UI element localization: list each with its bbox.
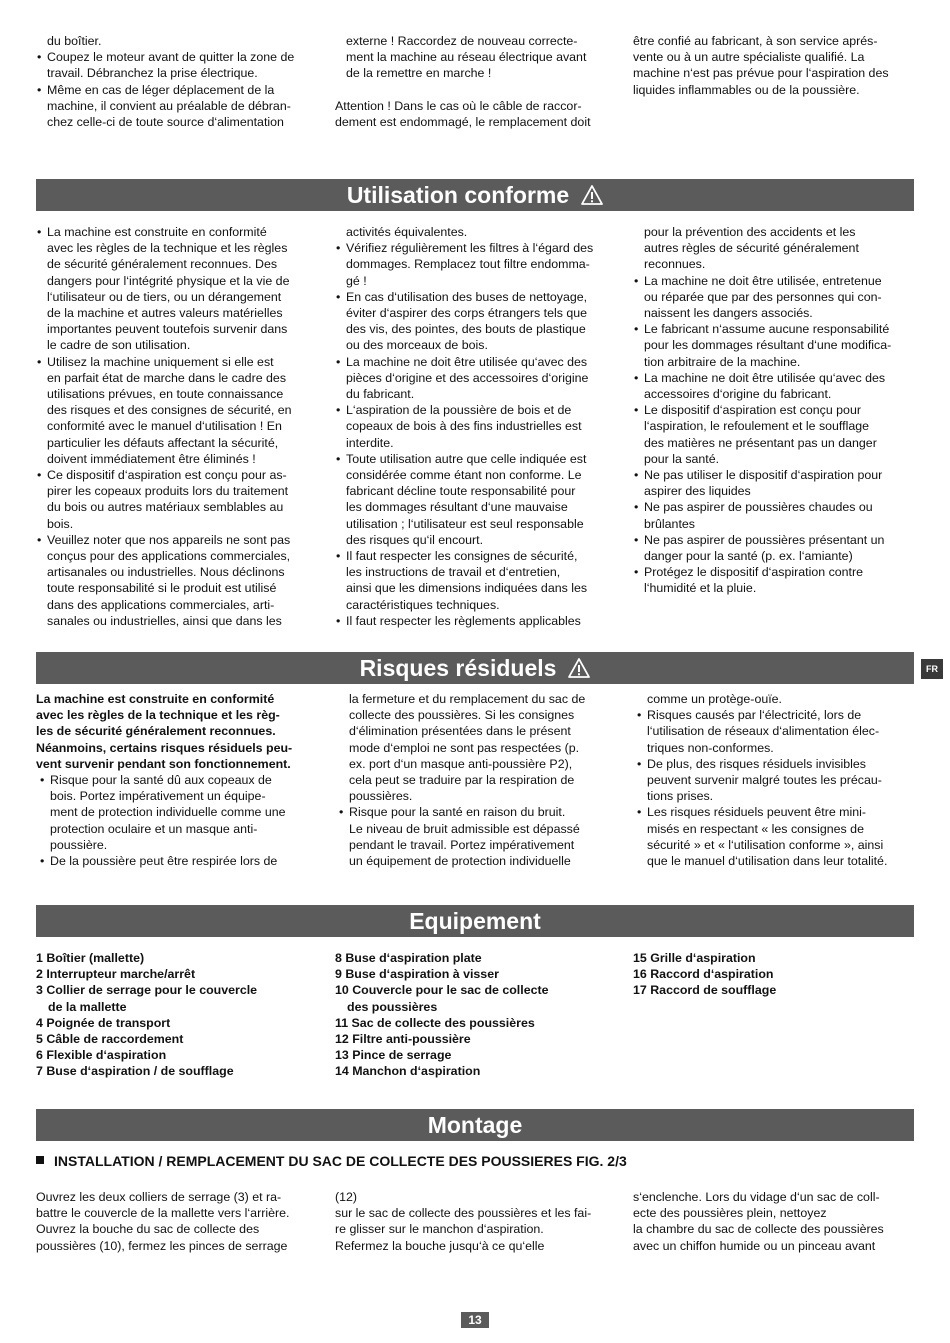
equipment-item: 5 Câble de raccordement	[36, 1032, 184, 1047]
bullet-item: • Il faut respecter les règlements applicables	[335, 613, 617, 629]
bullet-item: • Risques causés par l‘électricité, lors de	[633, 707, 915, 723]
text-line: fabricant décline toute responsabilité pour	[346, 484, 576, 499]
section-header-utilisation	[36, 179, 914, 211]
text-line: un équipement de protection individuelle	[349, 854, 571, 869]
text-line: pendant le travail. Portez impérativement	[349, 837, 575, 852]
bullet-item: • Toute utilisation autre que celle indiquée est	[335, 451, 617, 467]
text-line: protection oculaire et un masque anti-	[50, 821, 258, 836]
language-tab: FR	[921, 659, 943, 679]
section-header-equipement	[36, 905, 914, 937]
text-line: artisanales ou industrielles. Nous déclinons	[47, 565, 285, 580]
text-line: peuvent survenir malgré toutes les précau-	[647, 773, 882, 788]
text-line: des vis, des pointes, des bouts de plastique	[346, 322, 586, 337]
warning-icon	[581, 181, 603, 213]
text-line: re glisser sur le manchon d‘aspiration.	[335, 1222, 544, 1237]
text-line: utilisation ; l‘utilisateur est seul responsable	[346, 516, 584, 531]
equipment-item: 12 Filtre anti-poussière	[335, 1032, 471, 1047]
top-col-2	[335, 33, 617, 130]
text-line: l‘aspiration, le refoulement et le soufflage	[644, 419, 870, 434]
text-line: poussières (10), fermez les pinces de serrage	[36, 1238, 288, 1253]
text-line: conçus pour des applications commerciales,	[47, 549, 291, 564]
text-line: bois. Portez impérativement un équipe-	[50, 789, 266, 804]
text-line: éviter d‘aspirer des corps étrangers tels que	[346, 306, 588, 321]
blank-line	[335, 82, 617, 98]
text-line: d‘élimination présentées dans le présent	[349, 724, 571, 739]
equipment-item: 4 Poignée de transport	[36, 1015, 171, 1030]
risques-col-1	[36, 691, 318, 869]
text-line: tion arbitraire de la machine.	[644, 354, 801, 369]
text-line: de la machine et autres valeurs matérielles	[47, 306, 283, 321]
text-line: misés en respectant « les consignes de	[647, 821, 864, 836]
equipement-col-1	[36, 950, 318, 1080]
bullet-item: • En cas d‘utilisation des buses de nettoyage,	[335, 289, 617, 305]
text-line: avec un chiffon humide ou un pinceau avant	[633, 1238, 876, 1253]
equipment-item: 9 Buse d‘aspiration à visser	[335, 967, 499, 982]
text-line: ou des morceaux de bois.	[346, 338, 488, 353]
text-line: ex. port d‘un masque anti-poussière P2),	[349, 756, 573, 771]
text-line: la fermeture et du remplacement du sac de	[349, 692, 586, 706]
text-line: des matières ne présentant pas un danger	[644, 435, 877, 450]
text-line: de sécurité généralement reconnues. Des	[47, 257, 278, 272]
bullet-item: • Même en cas de léger déplacement de la	[36, 82, 318, 98]
bold-text-line: La machine est construite en conformité	[36, 692, 275, 706]
text-line: Refermez la bouche jusqu‘à ce qu‘elle	[335, 1238, 545, 1253]
section-title: Risques résiduels	[359, 655, 557, 681]
bold-text-line: Néanmoins, certains risques résiduels peu-	[36, 740, 293, 755]
text-line: pour la santé.	[644, 451, 720, 466]
bullet-item: • Ne pas utiliser le dispositif d‘aspiration pour	[633, 467, 915, 483]
bullet-item: • Risque pour la santé en raison du bruit.	[335, 804, 617, 820]
text-line: liquides inflammables ou de la poussière.	[633, 82, 860, 97]
equipment-item: 6 Flexible d‘aspiration	[36, 1048, 167, 1063]
risques-col-3	[633, 691, 915, 869]
text-line: importantes peuvent toutefois survenir dans	[47, 322, 288, 337]
bold-text-line: les de sécurité généralement reconnues.	[36, 724, 276, 739]
text-line: collecte des poussières. Si les consignes	[349, 708, 575, 723]
text-line: conformité avec le manuel d‘utilisation ! En	[47, 419, 282, 434]
text-line: copeaux de bois à des fins industrielles est	[346, 419, 582, 434]
utilisation-col-1	[36, 224, 318, 629]
text-line: dement est endommagé, le remplacement doit	[335, 115, 591, 130]
text-line: caractéristiques techniques.	[346, 597, 500, 612]
bullet-item: • Les risques résiduels peuvent être mini-	[633, 804, 915, 820]
text-line: pour la prévention des accidents et les	[644, 225, 856, 239]
montage-col-1	[36, 1189, 318, 1254]
text-line: sanales ou industrielles, ainsi que dans les	[47, 613, 282, 628]
text-line: du bois ou autres matériaux semblables au	[47, 500, 284, 515]
text-line: vente ou à un autre spécialiste qualifié. La	[633, 50, 865, 65]
text-line: dans des applications commerciales, arti-	[47, 597, 275, 612]
bold-text-line: avec les règles de la technique et les règ-	[36, 708, 280, 723]
bullet-item: • Utilisez la machine uniquement si elle est	[36, 354, 318, 370]
text-line: la chambre du sac de collecte des poussières	[633, 1222, 884, 1237]
text-line: brûlantes	[644, 516, 695, 531]
text-line: tions prises.	[647, 789, 714, 804]
bold-text-line: vent survenir pendant son fonctionnement.	[36, 756, 291, 771]
text-line: du boîtier.	[47, 34, 102, 48]
top-col-1	[36, 33, 318, 130]
text-line: dangers pour l‘intégrité physique et la vie de	[47, 273, 290, 288]
text-line: ment la machine au réseau électrique avant	[346, 50, 587, 65]
bullet-item: • La machine ne doit être utilisée qu‘avec des	[633, 370, 915, 386]
text-line: l‘utilisateur ou de tiers, ou un dérangement	[47, 289, 282, 304]
text-line: accessoires d‘origine du fabricant.	[644, 387, 832, 402]
top-col-3	[633, 33, 915, 98]
page-number: 13	[461, 1312, 489, 1328]
text-line: bois.	[47, 516, 74, 531]
text-line: machine n‘est pas prévue pour l‘aspiration des	[633, 66, 889, 81]
text-line: gé !	[346, 273, 367, 288]
text-line: l‘humidité et la pluie.	[644, 581, 757, 596]
equipment-item: 3 Collier de serrage pour le couvercle	[36, 983, 258, 998]
text-line: reconnues.	[644, 257, 706, 272]
text-line: ment de protection individuelle comme une	[50, 805, 286, 820]
bullet-item: • Ce dispositif d‘aspiration est conçu pour as-	[36, 467, 318, 483]
bullet-item: • Coupez le moteur avant de quitter la zone de	[36, 49, 318, 65]
text-line: poussière.	[50, 837, 108, 852]
equipment-item: 17 Raccord de soufflage	[633, 983, 777, 998]
text-line: l‘utilisation de réseaux d‘alimentation élec-	[647, 724, 880, 739]
text-line: autres règles de sécurité généralement	[644, 241, 859, 256]
section-header-risques	[36, 652, 914, 684]
text-line: externe ! Raccordez de nouveau correcte-	[346, 34, 578, 48]
text-line: de la remettre en marche !	[346, 66, 492, 81]
section-title: Equipement	[409, 908, 541, 934]
text-line: poussières.	[349, 789, 413, 804]
text-line: les dommages résultant d‘une mauvaise	[346, 500, 568, 515]
utilisation-col-3	[633, 224, 915, 597]
bullet-item: • Ne pas aspirer de poussières chaudes ou	[633, 499, 915, 515]
text-line: battre le couvercle de la mallette vers l‘arrière.	[36, 1206, 290, 1221]
equipement-col-2	[335, 950, 617, 1080]
text-line: toute responsabilité si le produit est utilisé	[47, 581, 277, 596]
bullet-item: • L‘aspiration de la poussière de bois et de	[335, 402, 617, 418]
text-line: Ouvrez la bouche du sac de collecte des	[36, 1222, 260, 1237]
text-line: machine, il convient au préalable de débran-	[47, 98, 291, 113]
text-line: utilisations prévues, en toute connaissance	[47, 387, 284, 402]
text-line: (12)	[335, 1190, 358, 1204]
text-line: les instructions de travail et d‘entretien,	[346, 565, 561, 580]
text-line: cela peut se traduire par la respiration de	[349, 773, 575, 788]
equipment-item: 10 Couvercle pour le sac de collecte	[335, 983, 549, 998]
bullet-item: • Veuillez noter que nos appareils ne sont pas	[36, 532, 318, 548]
text-line: Attention ! Dans le cas où le câble de raccor-	[335, 98, 582, 113]
text-line: des risques et des consignes de sécurité, en	[47, 403, 292, 418]
text-line: ou réparée que par des personnes qui con-	[644, 289, 882, 304]
text-line: particulier les défauts affectant la sécurité,	[47, 435, 279, 450]
text-line: s‘enclenche. Lors du vidage d‘un sac de coll-	[633, 1190, 880, 1204]
equipment-item: 16 Raccord d‘aspiration	[633, 967, 774, 982]
bullet-item: • Ne pas aspirer de poussières présentant un	[633, 532, 915, 548]
montage-subheading	[36, 1152, 914, 1170]
equipment-item-cont: des poussières	[347, 999, 438, 1014]
text-line: en parfait état de marche dans le cadre des	[47, 370, 287, 385]
bullet-item: • De la poussière peut être respirée lors de	[36, 853, 318, 869]
text-line: avec les règles de la technique et les règles	[47, 241, 288, 256]
text-line: dommages. Remplacez tout filtre endomma-	[346, 257, 590, 272]
section-title: Montage	[427, 1112, 523, 1138]
bullet-item: • De plus, des risques résiduels invisibles	[633, 756, 915, 772]
bullet-item: • Protégez le dispositif d‘aspiration contre	[633, 564, 915, 580]
bullet-item: • Vérifiez régulièrement les filtres à l‘égard des	[335, 240, 617, 256]
text-line: interdite.	[346, 435, 394, 450]
text-line: mode d‘emploi ne sont pas respectées (p.	[349, 740, 580, 755]
equipment-item: 7 Buse d‘aspiration / de soufflage	[36, 1064, 234, 1079]
bullet-item: • Risque pour la santé dû aux copeaux de	[36, 772, 318, 788]
equipment-item-cont: de la mallette	[48, 999, 127, 1014]
section-title: Utilisation conforme	[346, 182, 570, 208]
subheading-text: INSTALLATION / REMPLACEMENT DU SAC DE COLLECTE DES POUSSIERES FIG. 2/3	[54, 1153, 627, 1169]
equipment-item: 13 Pince de serrage	[335, 1048, 452, 1063]
text-line: travail. Débranchez la prise électrique.	[47, 66, 258, 81]
equipment-item: 1 Boîtier (mallette)	[36, 951, 145, 965]
text-line: considérée comme étant non conforme. Le	[346, 468, 582, 483]
utilisation-col-2	[335, 224, 617, 629]
equipment-item: 14 Manchon d‘aspiration	[335, 1064, 481, 1079]
text-line: activités équivalentes.	[346, 225, 468, 239]
equipment-item: 15 Grille d‘aspiration	[633, 951, 756, 965]
text-line: Ouvrez les deux colliers de serrage (3) et ra-	[36, 1190, 282, 1204]
equipement-col-3	[633, 950, 915, 999]
bullet-item: • Le dispositif d‘aspiration est conçu pour	[633, 402, 915, 418]
text-line: pièces d‘origine et des accessoires d‘origine	[346, 370, 589, 385]
text-line: Le niveau de bruit admissible est dépassé	[349, 821, 580, 836]
text-line: sur le sac de collecte des poussières et les fai-	[335, 1206, 592, 1221]
text-line: aspirer des liquides	[644, 484, 751, 499]
bullet-item: • Le fabricant n‘assume aucune responsabilité	[633, 321, 915, 337]
text-line: sécurité » et « l‘utilisation conforme », ainsi	[647, 837, 884, 852]
bullet-item: • La machine est construite en conformité	[36, 224, 318, 240]
text-line: ainsi que les dimensions indiquées dans les	[346, 581, 588, 596]
bullet-item: • Il faut respecter les consignes de sécurité,	[335, 548, 617, 564]
text-line: être confié au fabricant, à son service aprés-	[633, 34, 878, 48]
text-line: ecte des poussières plein, nettoyez	[633, 1206, 827, 1221]
risques-col-2	[335, 691, 617, 869]
text-line: le cadre de son utilisation.	[47, 338, 191, 353]
text-line: chez celle-ci de toute source d‘alimentation	[47, 115, 284, 130]
text-line: doivent immédiatement être éliminés !	[47, 451, 256, 466]
montage-col-2	[335, 1189, 617, 1254]
text-line: du fabricant.	[346, 387, 415, 402]
text-line: naissent les dangers associés.	[644, 306, 813, 321]
section-header-montage	[36, 1109, 914, 1141]
warning-icon	[568, 654, 590, 686]
text-line: comme un protège-ouïe.	[647, 692, 782, 706]
text-line: danger pour la santé (p. ex. l‘amiante)	[644, 549, 853, 564]
montage-col-3	[633, 1189, 915, 1254]
text-line: pirer les copeaux produits lors du traitement	[47, 484, 289, 499]
bullet-item: • La machine ne doit être utilisée, entretenue	[633, 273, 915, 289]
equipment-item: 8 Buse d‘aspiration plate	[335, 951, 482, 965]
bullet-item: • La machine ne doit être utilisée qu‘avec des	[335, 354, 617, 370]
text-line: triques non-conformes.	[647, 740, 774, 755]
text-line: que le manuel d‘utilisation dans leur totalité.	[647, 854, 888, 869]
square-bullet-icon	[36, 1156, 44, 1164]
equipment-item: 2 Interrupteur marche/arrêt	[36, 967, 196, 982]
text-line: des risques qu‘il encourt.	[346, 532, 484, 547]
text-line: pour les dommages résultant d‘une modifica-	[644, 338, 892, 353]
equipment-item: 11 Sac de collecte des poussières	[335, 1015, 535, 1030]
